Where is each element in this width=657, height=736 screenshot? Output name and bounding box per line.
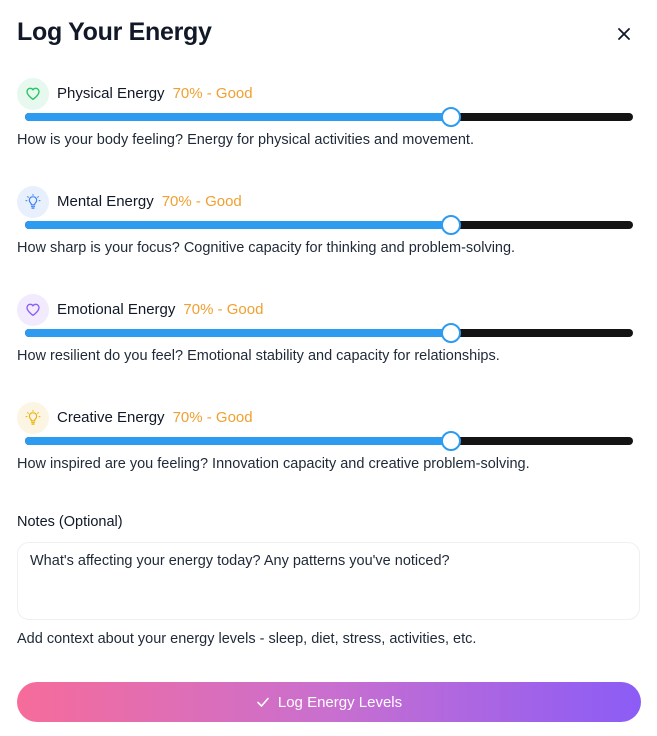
creative-energy-slider-fill <box>25 437 451 445</box>
physical-energy-description: How is your body feeling? Energy for physical activities and movement. <box>17 132 474 148</box>
emotional-energy-slider[interactable] <box>25 329 633 337</box>
physical-energy-slider-fill <box>25 113 451 121</box>
log-energy-button-label: Log Energy Levels <box>277 693 403 711</box>
mental-energy-slider-thumb[interactable] <box>441 215 461 235</box>
emotional-energy-title: Emotional Energy <box>57 301 176 318</box>
creative-energy-value: 70% - Good <box>172 409 253 426</box>
close-icon <box>617 27 631 41</box>
emotional-energy-slider-fill <box>25 329 451 337</box>
mental-energy-slider-fill <box>25 221 451 229</box>
creative-energy-description: How inspired are you feeling? Innovation capacity and creative problem-solving. <box>17 456 530 472</box>
notes-hint: Add context about your energy levels - sleep, diet, stress, activities, etc. <box>17 631 477 647</box>
mental-energy-section <box>17 186 637 276</box>
creative-energy-slider[interactable] <box>25 437 633 445</box>
emotional-energy-description: How resilient do you feel? Emotional stability and capacity for relationships. <box>17 348 500 364</box>
heart-icon <box>25 86 41 102</box>
physical-icon-badge <box>17 78 49 110</box>
creative-energy-section <box>17 402 637 492</box>
emotional-energy-section <box>17 294 637 384</box>
dialog-title: Log Your Energy <box>17 18 212 46</box>
physical-energy-slider-thumb[interactable] <box>441 107 461 127</box>
mental-energy-value: 70% - Good <box>161 193 242 210</box>
mental-energy-label <box>57 193 242 210</box>
creative-energy-label <box>57 409 253 426</box>
check-icon <box>256 695 270 709</box>
physical-energy-label <box>57 85 253 102</box>
emotional-energy-value: 70% - Good <box>183 301 264 318</box>
creative-energy-slider-thumb[interactable] <box>441 431 461 451</box>
emotional-energy-label <box>57 301 263 318</box>
notes-label: Notes (Optional) <box>17 514 123 530</box>
creative-energy-title: Creative Energy <box>57 409 165 426</box>
mental-energy-title: Mental Energy <box>57 193 154 210</box>
mental-energy-description: How sharp is your focus? Cognitive capacity for thinking and problem-solving. <box>17 240 516 256</box>
emotional-energy-slider-thumb[interactable] <box>441 323 461 343</box>
brain-icon <box>25 194 41 210</box>
physical-energy-section <box>17 78 637 168</box>
log-energy-button[interactable] <box>17 682 641 722</box>
emotional-icon-badge <box>17 294 49 326</box>
creative-icon-badge <box>17 402 49 434</box>
lightbulb-icon <box>25 410 41 426</box>
physical-energy-value: 70% - Good <box>172 85 253 102</box>
physical-energy-title: Physical Energy <box>57 85 165 102</box>
mental-energy-slider[interactable] <box>25 221 633 229</box>
notes-textarea[interactable] <box>17 542 640 620</box>
physical-energy-slider[interactable] <box>25 113 633 121</box>
heart-icon <box>25 302 41 318</box>
mental-icon-badge <box>17 186 49 218</box>
close-button[interactable] <box>612 22 636 46</box>
